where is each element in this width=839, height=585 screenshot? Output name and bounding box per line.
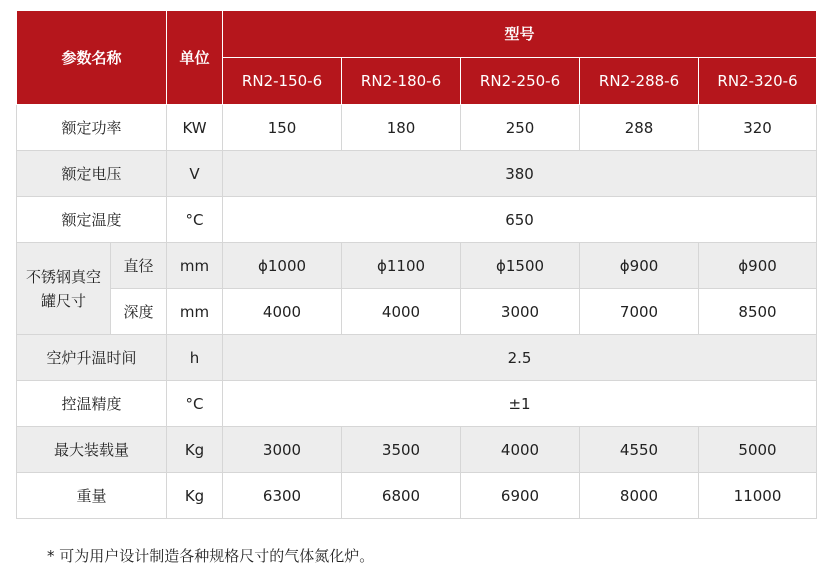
model-name: RN2-250-6: [461, 58, 580, 105]
row-label: 重量: [17, 473, 167, 519]
table-row: [17, 151, 817, 197]
header-param-name: 参数名称: [17, 11, 167, 105]
header-model: 型号: [223, 11, 817, 58]
cell-value: ±1: [223, 381, 817, 427]
cell-value: 11000: [699, 473, 817, 519]
cell-value: 150: [223, 105, 342, 151]
cell-value: 6800: [342, 473, 461, 519]
cell-value: ϕ1100: [342, 243, 461, 289]
cell-value: 288: [580, 105, 699, 151]
model-name: RN2-150-6: [223, 58, 342, 105]
table-row: [17, 243, 817, 289]
cell-value: 4000: [223, 289, 342, 335]
row-label: 空炉升温时间: [17, 335, 167, 381]
cell-value: 320: [699, 105, 817, 151]
cell-value: 4550: [580, 427, 699, 473]
cell-value: 2.5: [223, 335, 817, 381]
row-label: 额定电压: [17, 151, 167, 197]
table-row: [17, 105, 817, 151]
row-unit: V: [167, 151, 223, 197]
header-row: [17, 11, 817, 58]
cell-value: 4000: [461, 427, 580, 473]
cell-value: 3500: [342, 427, 461, 473]
cell-value: 7000: [580, 289, 699, 335]
table-row: [17, 289, 817, 335]
header-unit: 单位: [167, 11, 223, 105]
model-name: RN2-320-6: [699, 58, 817, 105]
cell-value: 6900: [461, 473, 580, 519]
row-label: 额定功率: [17, 105, 167, 151]
cell-value: 3000: [223, 427, 342, 473]
row-sublabel: 深度: [111, 289, 167, 335]
table-row: [17, 335, 817, 381]
row-unit: °C: [167, 381, 223, 427]
tank-label: 不锈钢真空罐尺寸: [25, 267, 101, 310]
row-unit: KW: [167, 105, 223, 151]
cell-value: ϕ900: [580, 243, 699, 289]
cell-value: 5000: [699, 427, 817, 473]
row-unit: Kg: [167, 473, 223, 519]
row-sublabel: 直径: [111, 243, 167, 289]
table-row: [17, 473, 817, 519]
cell-value: ϕ1500: [461, 243, 580, 289]
cell-value: 650: [223, 197, 817, 243]
spec-table: [16, 10, 817, 519]
table-row: [17, 427, 817, 473]
table-row: [17, 381, 817, 427]
cell-value: 8500: [699, 289, 817, 335]
row-unit: mm: [167, 289, 223, 335]
row-unit: h: [167, 335, 223, 381]
cell-value: 3000: [461, 289, 580, 335]
model-name: RN2-288-6: [580, 58, 699, 105]
cell-value: 6300: [223, 473, 342, 519]
row-label: 额定温度: [17, 197, 167, 243]
row-label-tank: [17, 243, 111, 335]
cell-value: ϕ900: [699, 243, 817, 289]
row-label: 控温精度: [17, 381, 167, 427]
table-row: [17, 197, 817, 243]
cell-value: 8000: [580, 473, 699, 519]
row-label: 最大装载量: [17, 427, 167, 473]
cell-value: 380: [223, 151, 817, 197]
row-unit: °C: [167, 197, 223, 243]
row-unit: Kg: [167, 427, 223, 473]
footnote: * 可为用户设计制造各种规格尺寸的气体氮化炉。: [47, 547, 375, 565]
row-unit: mm: [167, 243, 223, 289]
cell-value: 4000: [342, 289, 461, 335]
cell-value: ϕ1000: [223, 243, 342, 289]
cell-value: 250: [461, 105, 580, 151]
cell-value: 180: [342, 105, 461, 151]
model-name: RN2-180-6: [342, 58, 461, 105]
